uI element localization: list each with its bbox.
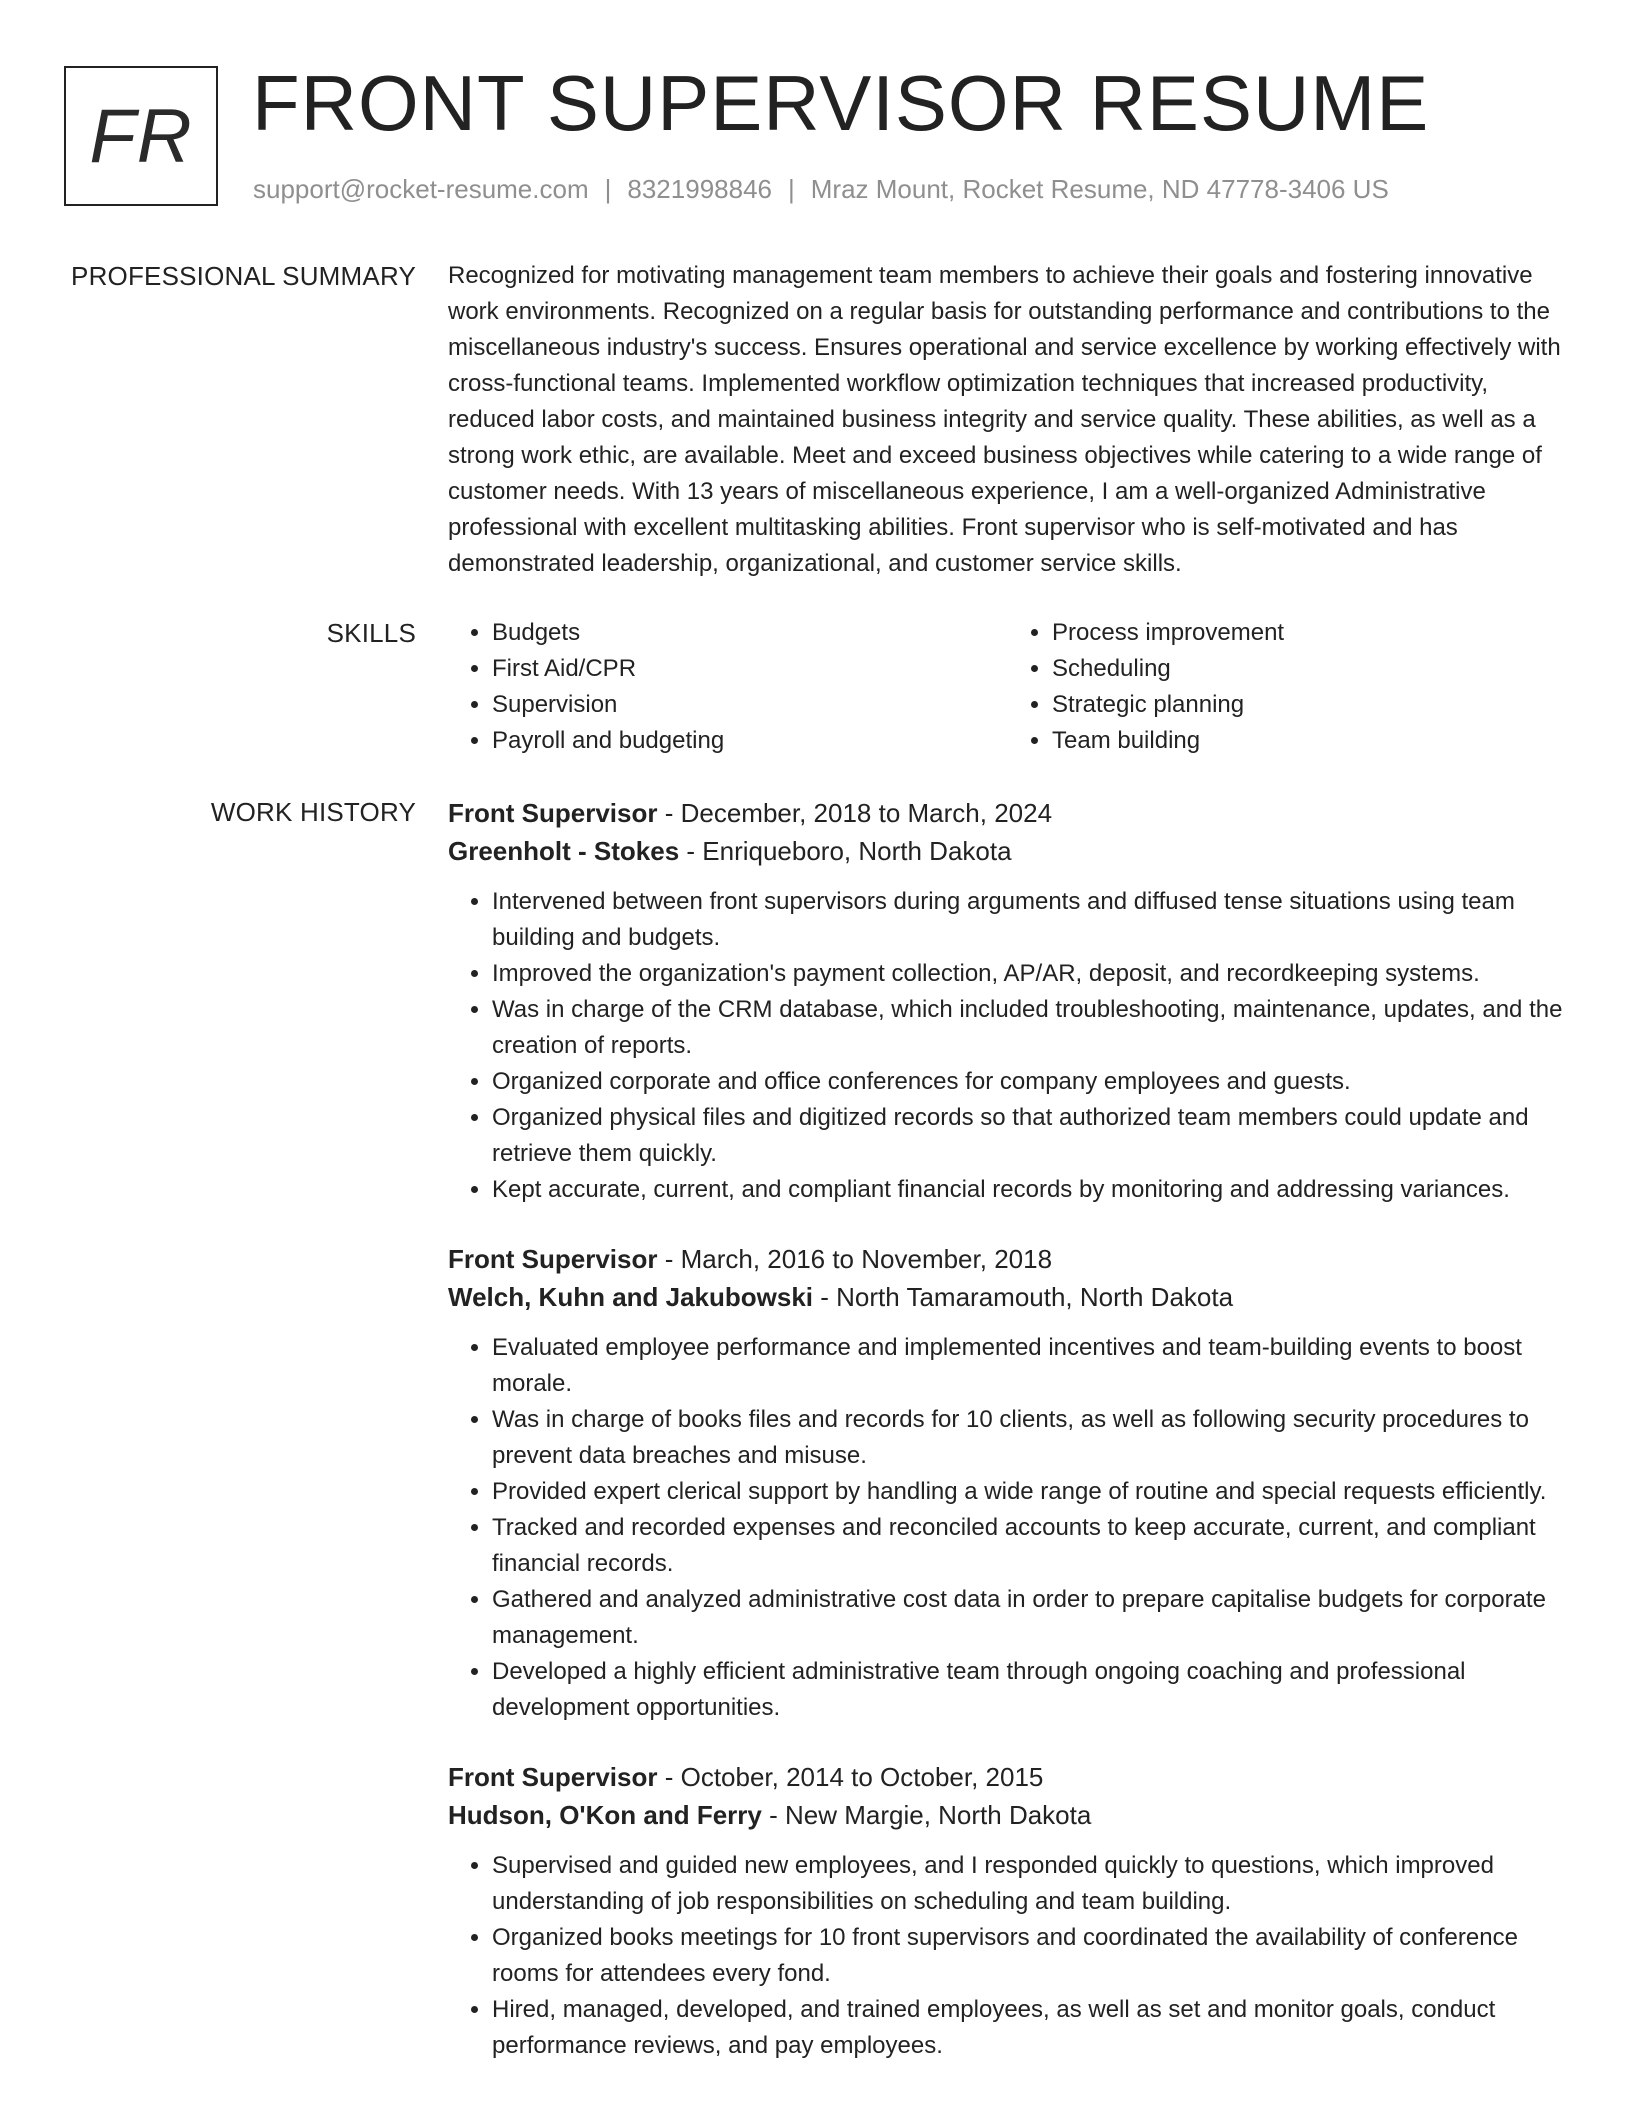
- skills-section: [64, 615, 1568, 759]
- job-company-line: [448, 1796, 1568, 1834]
- skills-body: [448, 615, 1568, 759]
- job-bullet: • Gathered and analyzed administrative cost data in order to prepare capitalise budgets for corporate management.: [492, 1582, 1568, 1654]
- job-company: Hudson, O'Kon and Ferry: [448, 1800, 762, 1830]
- job-title: Front Supervisor: [448, 798, 658, 828]
- job-bullets: [448, 1848, 1568, 2064]
- skills-heading: SKILLS: [326, 618, 416, 648]
- job-bullet: • Organized physical files and digitized records so that authorized team members could update and retrieve them quickly.: [492, 1100, 1568, 1172]
- job-bullet: • Tracked and recorded expenses and reconciled accounts to keep accurate, current, and compliant financial records.: [492, 1510, 1568, 1582]
- job-bullet: • Organized corporate and office conferences for company employees and guests.: [492, 1064, 1568, 1100]
- contact-separator: |: [788, 174, 795, 204]
- job-company-line: [448, 832, 1568, 870]
- summary-body: [448, 258, 1568, 582]
- job-company-line: [448, 1278, 1568, 1316]
- work-history-section: [64, 794, 1568, 2096]
- summary-section: [64, 258, 1568, 582]
- job-company: Greenholt - Stokes: [448, 836, 680, 866]
- summary-heading: PROFESSIONAL SUMMARY: [71, 261, 416, 291]
- job-bullets: [448, 1330, 1568, 1726]
- job-entry: [448, 1240, 1568, 1726]
- job-bullet: • Provided expert clerical support by handling a wide range of routine and special requests efficiently.: [492, 1474, 1568, 1510]
- job-bullet: • Was in charge of the CRM database, which included troubleshooting, maintenance, updates, and the creation of reports.: [492, 992, 1568, 1064]
- job-title-line: [448, 1240, 1568, 1278]
- work-history-heading: WORK HISTORY: [210, 797, 416, 827]
- skill-item: • Process improvement: [1052, 615, 1568, 651]
- job-bullet: • Intervened between front supervisors during arguments and diffused tense situations using team building and budgets.: [492, 884, 1568, 956]
- contact-line: [253, 174, 1389, 205]
- job-bullet: • Supervised and guided new employees, and I responded quickly to questions, which improved understanding of job responsibilities on scheduling and team building.: [492, 1848, 1568, 1920]
- job-dates: - March, 2016 to November, 2018: [657, 1244, 1053, 1274]
- job-dates: - December, 2018 to March, 2024: [657, 798, 1053, 828]
- job-bullet: • Was in charge of books files and records for 10 clients, as well as following security procedures to prevent data breaches and misuse.: [492, 1402, 1568, 1474]
- job-entry: [448, 1758, 1568, 2064]
- job-location: - New Margie, North Dakota: [761, 1800, 1092, 1830]
- skill-item: • Payroll and budgeting: [492, 723, 1008, 759]
- skill-item: • Team building: [1052, 723, 1568, 759]
- skills-list-right: [1008, 615, 1568, 759]
- skills-columns: [448, 615, 1568, 759]
- skill-item: • Scheduling: [1052, 651, 1568, 687]
- resume-title: FRONT SUPERVISOR RESUME: [252, 59, 1430, 147]
- contact-phone: 8321998846: [627, 174, 772, 204]
- contact-separator: |: [604, 174, 612, 204]
- skills-list-left: [448, 615, 1008, 759]
- job-entry: [448, 794, 1568, 1208]
- job-bullet: • Improved the organization's payment collection, AP/AR, deposit, and recordkeeping systems.: [492, 956, 1568, 992]
- job-bullets: [448, 884, 1568, 1208]
- skill-item: • Budgets: [492, 615, 1008, 651]
- job-dates: - October, 2014 to October, 2015: [657, 1762, 1044, 1792]
- job-title: Front Supervisor: [448, 1244, 658, 1274]
- skill-item: • Supervision: [492, 687, 1008, 723]
- job-bullet: • Evaluated employee performance and implemented incentives and team-building events to boost morale.: [492, 1330, 1568, 1402]
- skill-item: • Strategic planning: [1052, 687, 1568, 723]
- job-bullet: • Organized books meetings for 10 front supervisors and coordinated the availability of conference rooms for attendees every fond.: [492, 1920, 1568, 1992]
- work-history-body: [448, 794, 1568, 2096]
- job-bullet: • Developed a highly efficient administrative team through ongoing coaching and professional development opportunities.: [492, 1654, 1568, 1726]
- monogram-badge: [64, 66, 218, 206]
- skill-item: • First Aid/CPR: [492, 651, 1008, 687]
- job-bullet: • Hired, managed, developed, and trained employees, as well as set and monitor goals, conduct performance reviews, and pay employees.: [492, 1992, 1568, 2064]
- summary-text: Recognized for motivating management team members to achieve their goals and fostering innovative work environments. Recognized on a regular basis for outstanding performance and contributions to the miscellaneous industry's success. Ensures operational and service excellence by working effectively with cross-functional teams. Implemented workflow optimization techniques that increased productivity, reduced labor costs, and maintained business integrity and service quality. These abilities, as well as a strong work ethic, are available. Meet and exceed business objectives while catering to a wide range of customer needs. With 13 years of miscellaneous experience, I am a well-organized Administrative professional with excellent multitasking abilities. Front supervisor who is self-motivated and has demonstrated leadership, organizational, and customer service skills.: [448, 262, 1561, 577]
- job-bullet: • Kept accurate, current, and compliant financial records by monitoring and addressing variances.: [492, 1172, 1568, 1208]
- job-company: Welch, Kuhn and Jakubowski: [448, 1282, 814, 1312]
- job-location: - North Tamaramouth, North Dakota: [813, 1282, 1234, 1312]
- job-location: - Enriqueboro, North Dakota: [679, 836, 1012, 866]
- job-title-line: [448, 1758, 1568, 1796]
- job-title-line: [448, 794, 1568, 832]
- monogram-initials: FR: [89, 93, 193, 179]
- contact-email: support@rocket-resume.com: [253, 174, 589, 204]
- contact-address: Mraz Mount, Rocket Resume, ND 47778-3406 US: [810, 174, 1389, 204]
- job-title: Front Supervisor: [448, 1762, 658, 1792]
